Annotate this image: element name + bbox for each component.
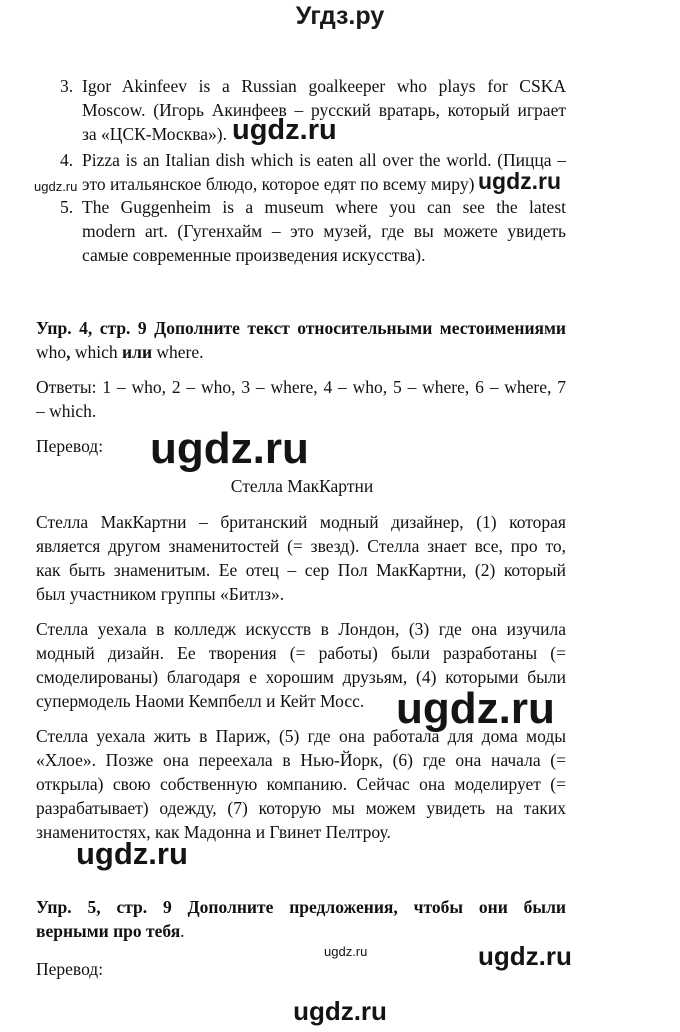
watermark: ugdz.ru [76,836,188,871]
answers-line-1: Ответы: 1 – who, 2 – who, 3 – where, 4 – who, 5 – where, 6 – where, 7 [36,377,566,397]
story-paragraph-2-line-3: смоделированы) благодаря е хорошим друзьям, (4) которыми были [36,667,566,687]
list-number-4: 4. [60,150,74,170]
story-paragraph-2-line-4: супермодель Наоми Кемпбелл и Кейт Мосс. [36,691,365,711]
exercise-5-heading: Упр. 5, стр. 9 Дополните предложения, чтобы они были [36,897,566,917]
story-paragraph-2-line-1: Стелла уехала в колледж искусств в Лондон, (3) где она изучила [36,619,566,639]
heading-dot: . [180,921,185,941]
story-title: Стелла МакКартни [230,476,374,496]
list-item-3-line-1: Igor Akinfeev is a Russian goalkeeper who plays for CSKA [82,76,566,96]
list-item-4-line-2: это итальянское блюдо, которое едят по всему миру) [82,174,475,194]
watermark: ugdz.ru [478,168,562,194]
list-item-4-line-1: Pizza is an Italian dish which is eaten all over the world. (Пицца – [82,150,566,170]
watermark: ugdz.ru [232,114,337,146]
translation-label: Перевод: [36,436,104,456]
answers-line-2: – which. [36,401,97,421]
watermark-small: ugdz.ru [34,179,78,194]
exercise-4-heading-line-2 [36,340,204,365]
story-paragraph-3-line-2: «Хлое». Позже она переехала в Нью-Йорк, (6) где она начала (= [36,750,566,770]
story-paragraph-3-line-1: Стелла уехала жить в Париж, (5) где она работала для дома моды [36,726,566,746]
list-item-3-line-3: за «ЦСК-Москва»). [82,124,227,144]
story-paragraph-3-line-3: открыла) свою собственную компанию. Сейчас она моделирует (= [36,774,566,794]
watermark: ugdz.ru [150,424,309,473]
list-item-5-line-3: самые современные произведения искусства). [82,245,426,265]
heading-comma: , [66,342,71,362]
watermark: ugdz.ru [396,684,555,733]
site-header: Угдз.ру [295,2,385,30]
heading-word-or: или [122,342,153,362]
list-item-5-line-1: The Guggenheim is a museum where you can see the latest [82,197,566,217]
story-paragraph-1-line-2: является другом знаменитостей (= звезд). Стелла знает все, про то, [36,536,566,556]
story-paragraph-3-line-5: знаменитостях, как Мадонна и Гвинет Пелтроу. [36,822,391,842]
list-number-5: 5. [60,197,74,217]
watermark: ugdz.ru [478,941,572,971]
list-item-5-line-2: modern art. (Гугенхайм – это музей, где вы можете увидеть [82,221,566,241]
story-paragraph-1-line-3: как быть знаменитым. Ее отец – сер Пол МакКартни, (2) который [36,560,566,580]
heading-text: верными про тебя [36,921,181,941]
exercise-4-heading: Упр. 4, стр. 9 Дополните текст относительными местоимениями [36,318,566,338]
heading-word-which: which [70,342,123,362]
story-paragraph-3-line-4: разрабатывает) одежду, (7) которую мы можем увидеть на таких [36,798,566,818]
exercise-5-heading-line-2 [36,919,185,944]
heading-word-who: who [36,342,67,362]
story-paragraph-1-line-1: Стелла МакКартни – британский модный дизайнер, (1) которая [36,512,566,532]
story-paragraph-2-line-2: модный дизайн. Ее творения (= работы) были разработаны (= [36,643,566,663]
watermark-small: ugdz.ru [324,944,368,959]
list-item-3-line-2: Moscow. (Игорь Акинфеев – русский вратарь, который играет [82,100,566,120]
heading-word-where: where. [152,342,204,362]
story-paragraph-1-line-4: был участником группы «Битлз». [36,584,285,604]
exercise-5-translation-label: Перевод: [36,959,104,979]
footer-watermark: ugdz.ru [293,996,387,1026]
list-number-3: 3. [60,76,74,96]
